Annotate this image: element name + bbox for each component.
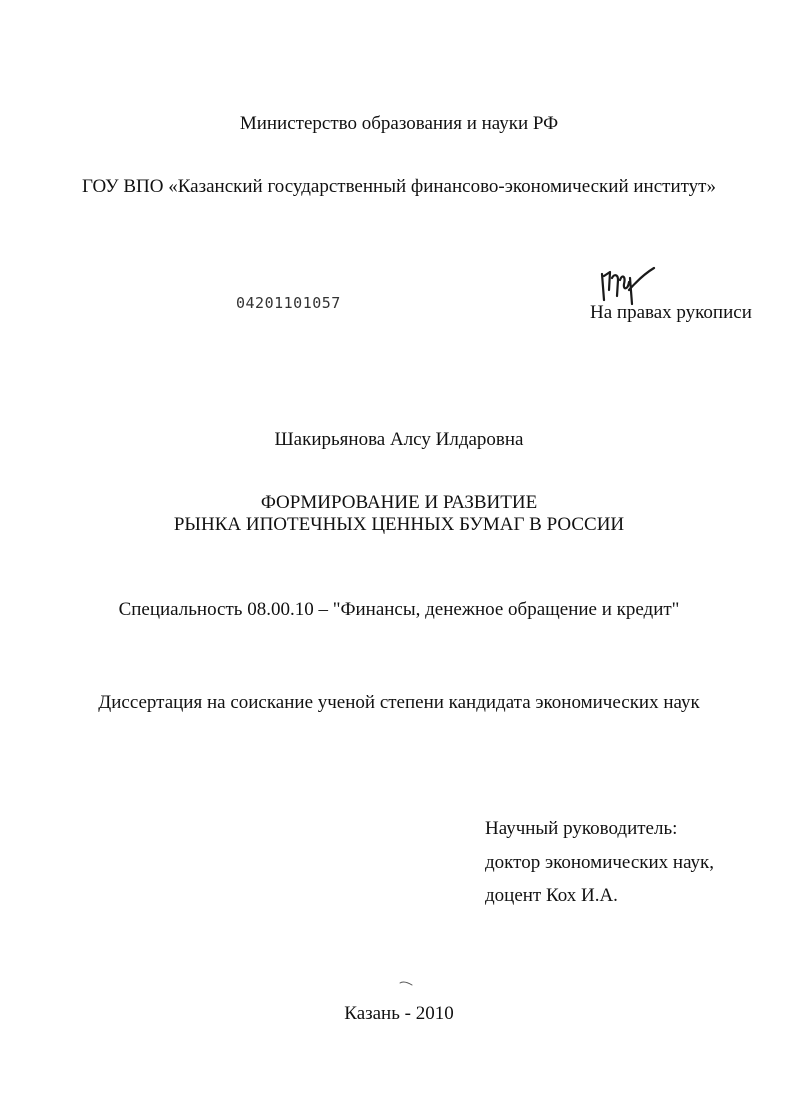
supervisor-degree: доктор экономических наук, bbox=[485, 852, 715, 873]
signature-icon bbox=[596, 260, 656, 306]
author-name: Шакирьянова Алсу Илдаровна bbox=[274, 429, 524, 450]
city-year: Казань - 2010 bbox=[344, 1003, 454, 1024]
supervisor-role: Научный руководитель: bbox=[485, 818, 678, 839]
archive-number: 04201101057 bbox=[236, 294, 341, 312]
institute-heading: ГОУ ВПО «Казанский государственный финансово-экономический институт» bbox=[82, 176, 716, 197]
supervisor-name: доцент Кох И.А. bbox=[485, 885, 618, 906]
manuscript-rights-note: На правах рукописи bbox=[590, 302, 752, 323]
thesis-title-line-2: РЫНКА ИПОТЕЧНЫХ ЦЕННЫХ БУМАГ В РОССИИ bbox=[173, 514, 625, 535]
specialty-line: Специальность 08.00.10 – "Финансы, денежное обращение и кредит" bbox=[118, 599, 680, 620]
ministry-heading: Министерство образования и науки РФ bbox=[239, 113, 559, 134]
thesis-title-line-1: ФОРМИРОВАНИЕ И РАЗВИТИЕ bbox=[260, 492, 538, 513]
stray-mark-icon bbox=[399, 979, 413, 987]
degree-line: Диссертация на соискание ученой степени кандидата экономических наук bbox=[98, 692, 700, 713]
